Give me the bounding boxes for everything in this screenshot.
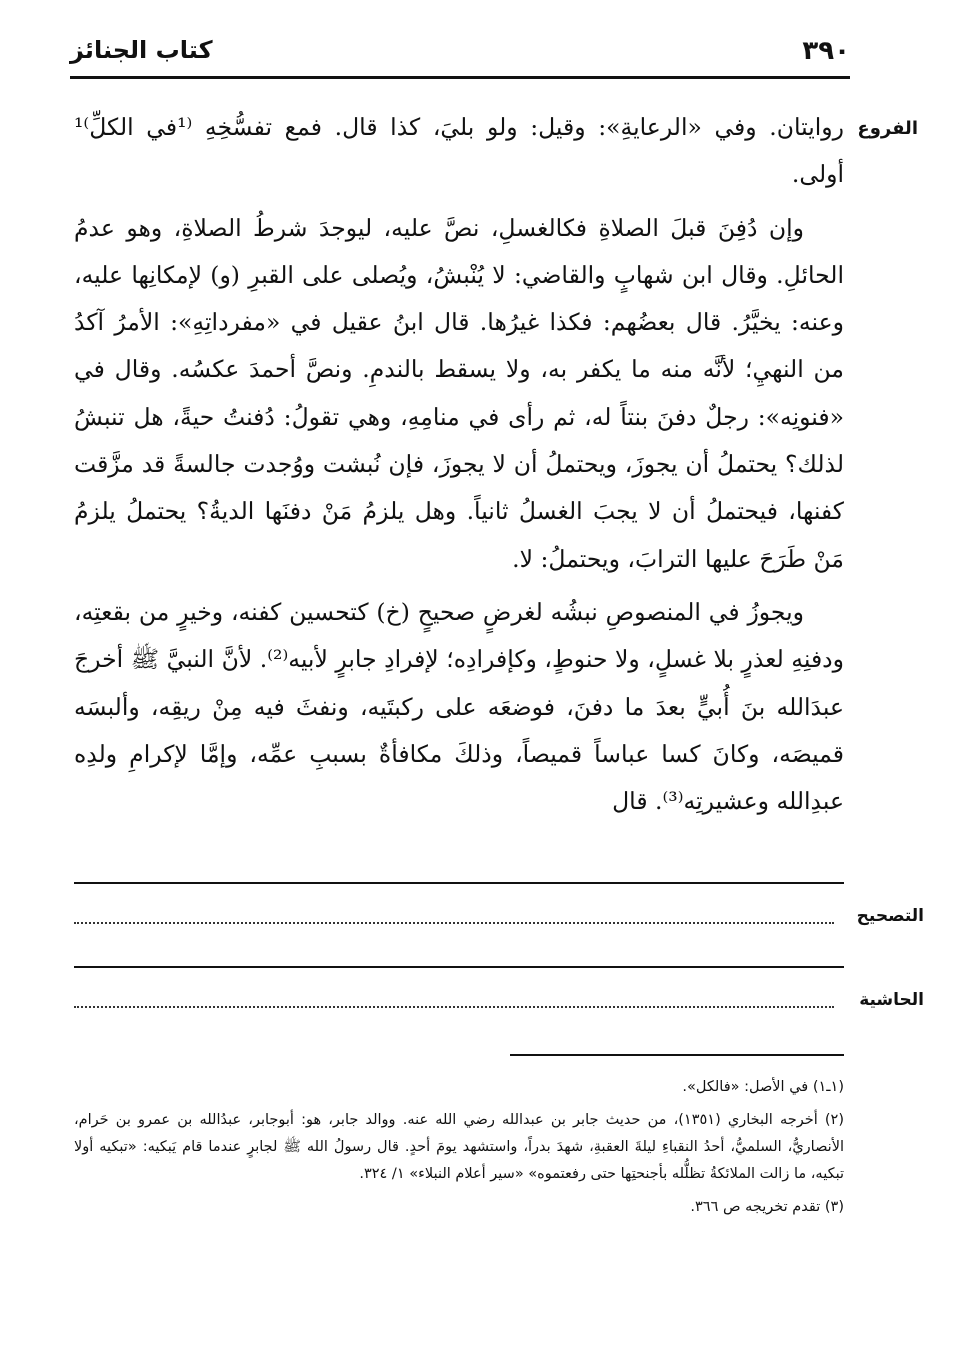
correction-label: التصحيح [856, 906, 924, 926]
page-number: ٣٩٠ [802, 36, 850, 66]
footnote-2: (٢) أخرجه البخاري (١٣٥١)، من حديث جابر بن عبدالله رضي الله عنه. ووالد جابر، هو: أبوجابر، عبدُالله بن عمرو بن حَرام، الأنصاريُّ، السلميُّ، أحدُ النقباءِ ليلةَ العقبةِ، شهدَ بدراً، واستشهد يومَ أحدٍ. قال رسولُ الله ﷺ لجابرٍ عندما قام يَبكيه: «تبكيه أولا تبكيه، ما زالت الملائكةُ تظلُّله بأجنحتِها حتى رفعتموه» «سير أعلام النبلاء» ١/ ٣٢٤. [74, 1112, 845, 1182]
paragraph-3: ويجوزُ في المنصوصِ نبشُه لغرضٍ صحيحٍ (خ) كتحسين كفنه، وخيرٍ من بقعتِه، ودفنِهِ لعذرٍ بلا غسلٍ، ولا حنوطٍ، وكإفرادِه؛ لإفرادِ جابرٍ لأبيه⁽²⁾. لأنَّ النبيَّ ﷺ أخرجَ عبدَالله بنَ أُبيٍّ بعدَ ما دفنَ، فوضعَه على ركبتَيه، ونفثَ فيه مِنْ ريقِه، وألبسَه قميصَه، وكانَ كسا عباساً قميصاً، وذلكَ مكافأةٌ بسببِ عمِّه، وإمَّا لإكرامِ ولدِه عبدِالله وعشيرتِه⁽³⁾. قال [74, 597, 844, 816]
footnote-3: (٣) تقدم تخريجه ص ٣٦٦. [690, 1199, 844, 1215]
margin-notes-row [74, 990, 924, 1020]
paragraph-1: روايتان. وفي «الرعايةِ»: وقيل: ولو بليَ، كذا قال. فمع تفسُّخِهِ ⁽¹في الكلِّ⁾¹ أولى. [74, 113, 844, 189]
footnote-separator [510, 1054, 844, 1056]
footnotes [74, 1074, 844, 1227]
correction-dotted-line [74, 922, 834, 924]
page-header [70, 32, 850, 72]
margin-notes-label: الحاشية [859, 990, 924, 1010]
header-rule [70, 76, 850, 79]
correction-row [74, 906, 924, 936]
paragraph-2: وإن دُفِنَ قبلَ الصلاةِ فكالغسلِ، نصَّ عليه، ليوجدَ شرطُ الصلاةِ، وهو عدمُ الحائلِ. وقال ابن شهابٍ والقاضي: لا يُنْبشُ، ويُصلى على القبرِ (و) لإمكانِها عليه، وعنه: يخيَّرُ. قال بعضُهم: فكذا غيرُها. قال ابنُ عقيل في «مفرداتِهِ»: الأمرُ آكدُ من النهيِ؛ لأنَّه منه ما يكفر به، ولا يسقط بالندمِ. ونصَّ أحمدَ عكسُه. وقال في «فنونِه»: رجلٌ دفنَ بنتاً له، ثم رأى في منامِهِ، وهي تقولُ: دُفنتُ حيةً، هل تنبشُ لذلك؟ يحتملُ أن يجوزَ، ويحتملُ أن لا يجوزَ، فإن نُبشت ووُجدت جالسةً قد مزَّقت كفنها، فيحتملُ أن لا يجبَ الغسلُ ثانياً. وهل يلزمُ مَنْ دفنَها الديةُ؟ يحتملُ يلزمُ مَنْ طَرَحَ عليها الترابَ، ويحتملُ: لا. [74, 213, 844, 573]
running-title: كتاب الجنائز [70, 36, 213, 64]
margin-notes-dotted-line [74, 1006, 834, 1008]
main-text [74, 104, 844, 825]
footnote-1: (١ـ١) في الأصل: «فالكل». [682, 1079, 844, 1095]
middle-rule [74, 966, 844, 968]
text-end-rule [74, 882, 844, 884]
source-side-label: الفروع [857, 118, 918, 139]
